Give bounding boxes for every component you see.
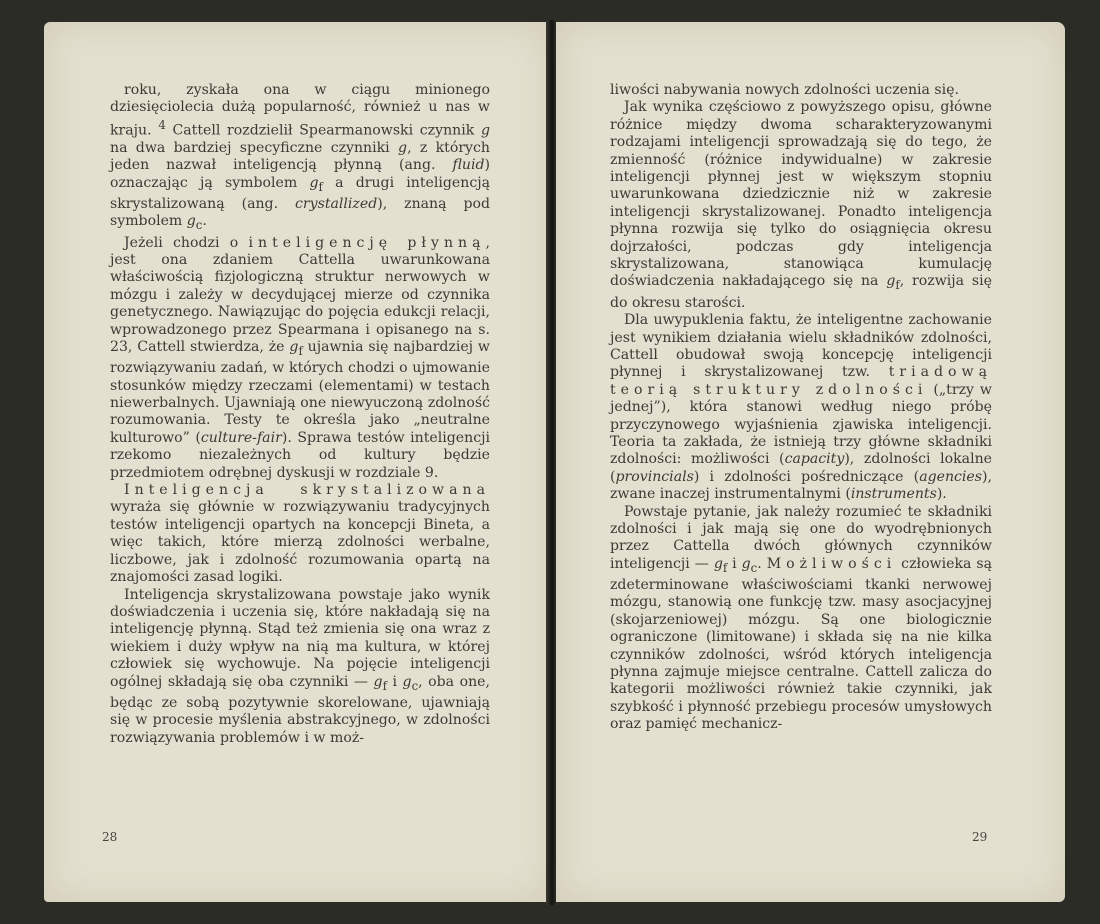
- text-run: g: [741, 555, 751, 572]
- text-run: g: [373, 673, 383, 690]
- paragraph: [610, 312, 992, 503]
- paragraph: [110, 587, 490, 747]
- text-run: g: [289, 339, 299, 355]
- text-run: provincials: [615, 468, 694, 485]
- text-run: g: [402, 673, 412, 690]
- text-run: Inteligencja skrystalizowana powstaje jako wynik doświadczenia i uczenia się, które nakładają się na inteligencję płynną. Stąd też zmienia się ona wraz z wiekiem i duży wpływ na nią ma kultura, w której człowiek się wychowuje. Na pojęcie inteligencji ogólnej składają się oba czynniki —: [110, 586, 490, 690]
- text-run: ), zwane inaczej instrumentalnymi (: [610, 468, 992, 503]
- right-page: [556, 22, 1065, 902]
- text-run: ). Sprawa testów inteligencji rzekomo niezależnych od kultury będzie przedmiotem odrębnej dyskusji w rozdziale 9.: [110, 429, 490, 481]
- text-run: g: [886, 273, 896, 290]
- text-run: , z których jeden nazwał inteligencją płynną (ang.: [110, 139, 490, 174]
- page-number: 29: [972, 830, 988, 844]
- text-run: („trzy w jednej”), która stanowi według niego próbę przyczynowego wyjaśnienia zjawiska inteligencji. Teoria ta zakłada, że istnieją trzy główne składniki zdolności: możliwości (: [610, 381, 992, 468]
- text-run: Cattell rozdzielił Spearmanowski czynnik: [165, 122, 481, 139]
- text-run: i: [727, 555, 742, 572]
- text-run: a drugi inteligencją skrystalizowaną (ang.: [110, 174, 490, 212]
- text-run: 4: [158, 117, 166, 132]
- text-run: g: [309, 174, 319, 191]
- paragraph: [610, 82, 992, 99]
- text-run: fluid: [452, 157, 485, 174]
- page-number: 28: [102, 830, 118, 844]
- text-run: g: [398, 139, 408, 156]
- spaced-term: Możliwości: [766, 555, 897, 572]
- text-run: capacity: [784, 451, 845, 468]
- text-run: ), zdolności lokalne (: [610, 451, 992, 485]
- text-run: Dla uwypuklenia faktu, że inteligentne zachowanie jest wynikiem działania wielu składników zdolności, Cattell obudował swoją koncepcję inteligencji płynnej i skrystalizowanej tzw.: [610, 312, 992, 381]
- text-run: agencies: [919, 468, 983, 485]
- paragraph: [610, 504, 992, 734]
- text-run: , oba one, będąc ze sobą pozytywnie skorelowane, ujawniają się w procesie myślenia abstrakcyjnego, w zdolności rozwiązywania problemów i w moż-: [110, 673, 491, 746]
- text-run: człowieka są zdeterminowane właściwościami tkanki nerwowej mózgu, stanowią one funkcję tzw. masy asocjacyjnej (skojarzeniowej) mózgu. Są one biologicznie ograniczone (limitowane) i składa się na nie kilka czynników zdolności, wśród których inteligencja płynna zajmuje miejsce centralne. Cattell zalicza do kategorii możliwości również takie czynniki, jak szybkość i płynność przebiegu procesów umysłowych oraz pamięć mechanicz-: [610, 555, 992, 733]
- right-page-text: [610, 82, 992, 734]
- spaced-term: triadową teorią struktury zdolności: [610, 364, 992, 398]
- text-run: ) oznaczając ją symbolem: [110, 157, 490, 191]
- paragraph: [110, 82, 490, 235]
- text-run: crystallized: [295, 195, 378, 212]
- text-run: f: [318, 179, 323, 194]
- text-run: g: [713, 555, 723, 572]
- text-run: g: [480, 122, 490, 139]
- paragraph: [610, 99, 992, 312]
- text-run: roku, zyskała ona w ciągu minionego dziesięciolecia dużą popularność, również u nas w kraju.: [110, 82, 490, 139]
- text-run: wyraża się głównie w rozwiązywaniu tradycyjnych testów inteligencji opartych na koncepcji Bineta, a więc takich, które mierzą zdolności werbalne, liczbowe, jak i zdolność rozumowania opartą na znajomości zasad logiki.: [110, 499, 490, 586]
- text-run: c: [411, 678, 419, 693]
- text-run: , jest ona zdaniem Cattella uwarunkowana właściwością fizjologiczną struktur nerwowych w mózgu i zależy w decydującej mierze od czynnika genetycznego. Nawiązując do pojęcia edukcji relacji, wprowadzonego przez Spearmana i opisanego na s. 23, Cattell stwierdza, że: [110, 234, 490, 355]
- paragraph: [110, 235, 490, 483]
- left-page: [44, 22, 550, 902]
- spaced-term: Inteligencja skrystalizowana: [124, 482, 490, 499]
- text-run: ), znaną pod symbolem: [110, 195, 490, 230]
- text-run: c: [750, 560, 758, 575]
- text-run: i: [386, 673, 403, 690]
- text-run: f: [895, 278, 900, 293]
- text-run: , rozwija się do okresu starości.: [610, 273, 992, 311]
- text-run: Powstaje pytanie, jak należy rozumieć te składniki zdolności i jak mają się one do wyodrębnionych przez Cattella dwóch głównych czynników inteligencji —: [610, 503, 992, 572]
- text-run: ) i zdolności pośredniczące (: [693, 468, 920, 485]
- text-run: instruments: [850, 486, 937, 503]
- spaced-term: inteligencję płynną: [248, 234, 486, 251]
- text-run: f: [298, 343, 303, 358]
- text-run: Jak wynika częściowo z powyższego opisu, główne różnice między dwoma scharakteryzowanymi rodzajami inteligencji sprowadzają się do tego, że zmienność (różnice indywidualne) w zakresie inteligencji płynnej jest w większym stopniu uwarunkowana dziedzicznie niż w zakresie inteligencji skrystalizowanej. Ponadto inteligencja płynna rozwija się tylko do osiągnięcia okresu dojrzałości, podczas gdy inteligencja skrystalizowana, stanowiąca kumulację doświadczenia nakładającego się na: [610, 99, 992, 290]
- text-run: .: [202, 213, 207, 230]
- left-page-text: [110, 82, 490, 747]
- text-run: culture-fair: [200, 429, 282, 446]
- text-run: .: [757, 555, 767, 572]
- text-run: c: [195, 218, 203, 233]
- text-run: f: [382, 678, 387, 693]
- text-run: na dwa bardziej specyficzne czynniki: [110, 139, 399, 156]
- text-run: ujawnia się najbardziej w rozwiązywaniu zadań, w których chodzi o ujmowanie stosunków między rzeczami (elementami) w testach niewerbalnych. Ujawniają one niewyuczoną zdolność rozumowania. Testy te określa jako „neutralne kulturowo” (: [110, 339, 490, 446]
- text-run: f: [722, 560, 728, 575]
- text-run: Jeżeli chodzi o: [124, 234, 249, 251]
- text-run: g: [186, 213, 196, 230]
- text-run: ).: [936, 486, 947, 503]
- paragraph: [110, 482, 490, 586]
- text-run: liwości nabywania nowych zdolności uczenia się.: [610, 82, 959, 98]
